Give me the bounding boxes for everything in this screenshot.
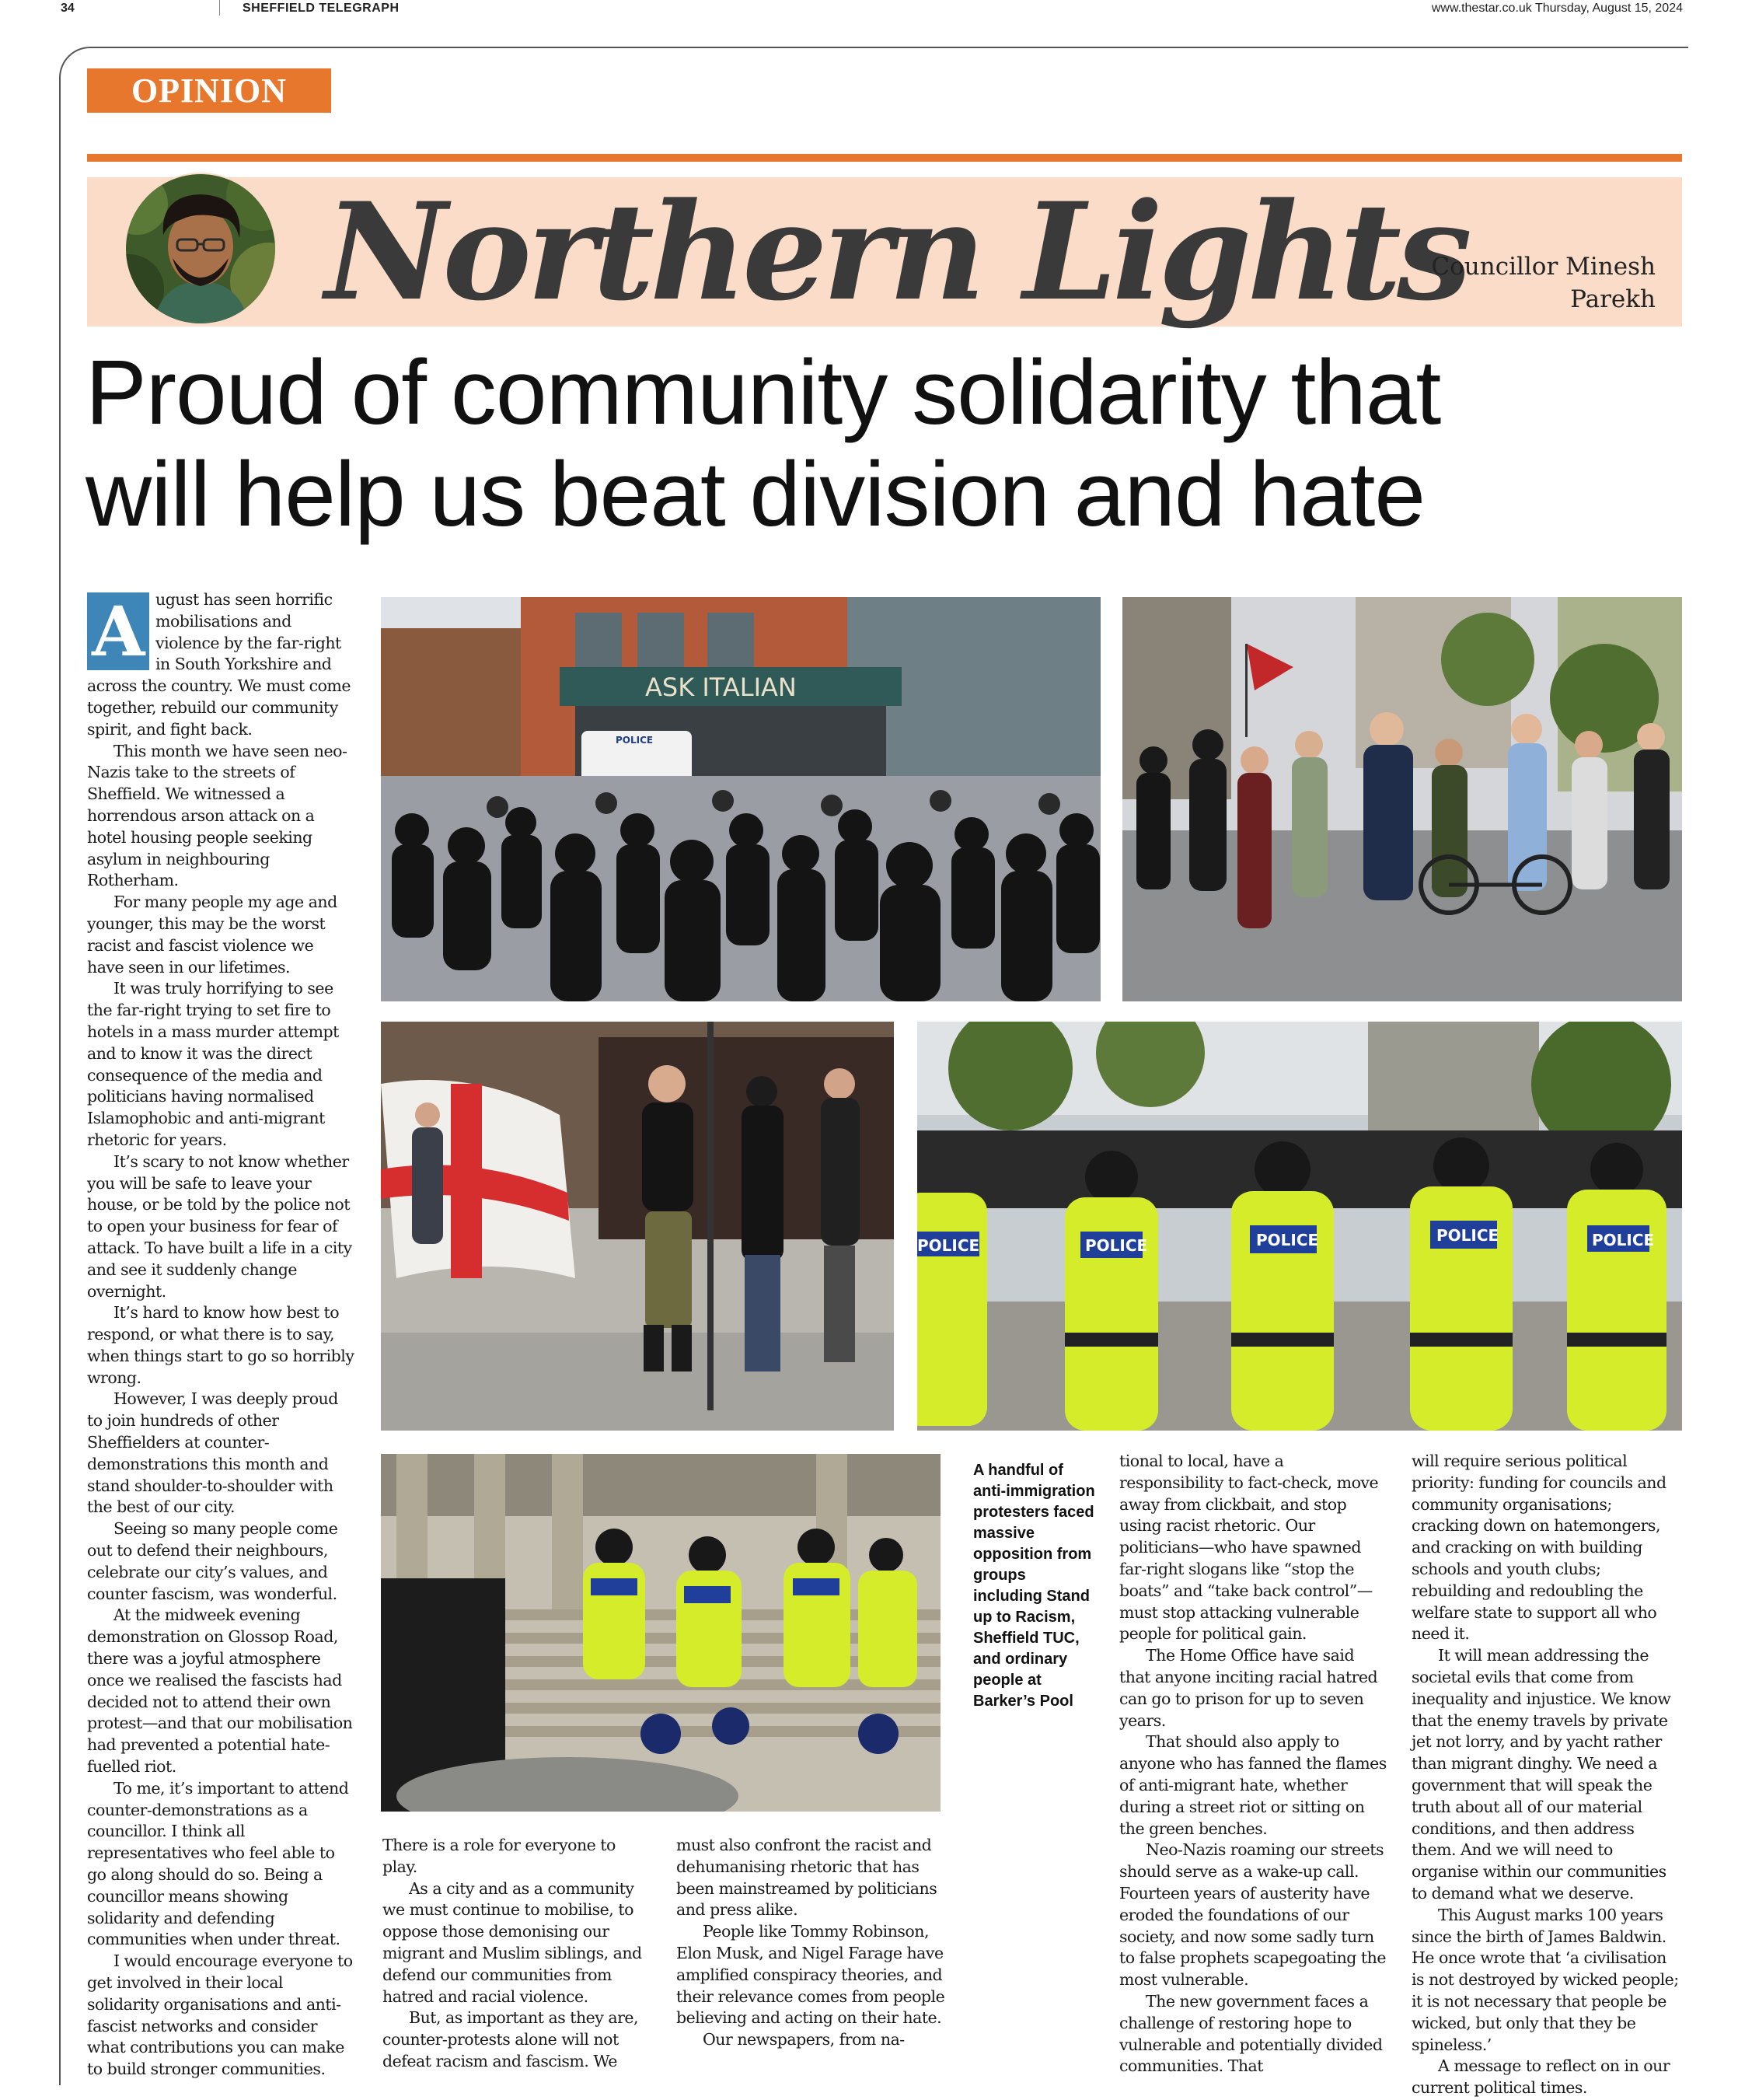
headline-line2: will help us beat division and hate — [86, 443, 1426, 546]
paragraph: As a city and as a community we must continue to mobilise, to oppose those demonising our migrant and Muslim siblings, and defend our communities from hatred and racial violence. — [382, 1878, 642, 2006]
photo-square-confrontation — [1122, 597, 1682, 1001]
paragraph: ugust has seen horrific mobilisations and violence by the far-right in South Yorkshire and across the country. We must come together, rebuild our community spirit, and fight back. — [87, 590, 351, 739]
paragraph: However, I was deeply proud to join hundreds of other Sheffielders at counter-demonstrations this month and stand shoulder-to-shoulder with the best of our city. — [87, 1389, 338, 1517]
folio-divider — [219, 0, 220, 16]
byline — [1384, 250, 1656, 316]
article-column-4 — [1119, 1451, 1388, 2077]
paragraph: The Home Office have said that anyone inciting racial hatred can go to prison for up to seven years. — [1119, 1646, 1378, 1730]
paragraph: Seeing so many people come out to defend their neighbours, celebrate our city’s values, and counter fascism, was wonderful. — [87, 1519, 338, 1603]
drop-cap: A — [87, 592, 149, 670]
paragraph: must also confront the racist and dehumanising rhetoric that has been mainstreamed by politicians and press alike. — [676, 1836, 937, 1920]
paragraph: But, as important as they are, counter-protests alone will not defeat racism and fascism. We — [382, 2008, 639, 2070]
paragraph: People like Tommy Robinson, Elon Musk, and Nigel Farage have amplified conspiracy theories, and their relevance comes from people believing and acting on their hate. — [676, 1922, 945, 2028]
vest-label: POLICE — [917, 1236, 980, 1255]
paragraph: I would encourage everyone to get involved in their local solidarity organisations and anti-fascist networks and consider what contributions you can make to build stronger communities. — [87, 1951, 353, 2079]
vest-label: POLICE — [1592, 1231, 1655, 1249]
paragraph: It will mean addressing the societal evils that come from inequality and injustice. We know that the enemy travels by private jet not lorry, and by yacht rather than migrant dinghy. We need a government that will speak the truth about all of our material conditions, and then address them. And we will need to organise within our communities to demand what we deserve. — [1412, 1646, 1671, 1903]
paragraph: A message to reflect on in our current political times. — [1412, 2056, 1670, 2098]
vest-label: POLICE — [1256, 1231, 1319, 1249]
paragraph: The new government faces a challenge of restoring hope to vulnerable and potentially divided communities. That — [1119, 1991, 1383, 2076]
article-column-1 — [87, 589, 354, 2081]
paragraph: Neo-Nazis roaming our streets should serve as a wake-up call. Fourteen years of austerity have eroded the foundations of our society, and now some sadly turn to false prophets scapegoating the most vulnerable. — [1119, 1840, 1387, 1990]
vest-label: POLICE — [1085, 1236, 1148, 1255]
paragraph: It’s scary to not know whether you will be safe to leave your house, or be told by the police not to open your business for fear of attack. To have built a life in a city and see it suddenly change overnight. — [87, 1151, 352, 1301]
headline-line1: Proud of community solidarity that — [86, 341, 1441, 444]
orange-rule — [87, 154, 1682, 162]
paragraph: That should also apply to anyone who has fanned the flames of anti-migrant hate, whether during a street riot or sitting on the green benches. — [1119, 1732, 1387, 1838]
vest-label: POLICE — [1436, 1226, 1499, 1245]
article-column-2 — [382, 1835, 654, 2073]
publication-name: SHEFFIELD TELEGRAPH — [243, 2, 400, 15]
paragraph: It’s hard to know how best to respond, or what there is to say, when things start to go so horribly wrong. — [87, 1303, 354, 1387]
site-and-date: www.thestar.co.uk Thursday, August 15, 2024 — [1431, 2, 1683, 15]
author-avatar — [106, 173, 298, 328]
paragraph: Our newspapers, from na- — [703, 2030, 905, 2049]
photo-crowd-street — [381, 597, 1101, 1001]
photo-caption: A handful of anti-immigration protesters faced massive opposition from groups including Stand up to Racism, Sheffield TUC, and ordinary people at Barker’s Pool — [973, 1462, 1095, 1710]
paragraph: It was truly horrifying to see the far-right trying to set fire to hotels in a mass murder attempt and to know it was the direct consequence of the media and politicians having normalised Islamophobic and anti-migrant rhetoric for years. — [87, 979, 339, 1149]
folio — [0, 0, 1745, 20]
photo-police-steps — [381, 1454, 941, 1812]
page-number: 34 — [61, 2, 75, 15]
paragraph: There is a role for everyone to play. — [382, 1836, 616, 1876]
paragraph: This August marks 100 years since the birth of James Baldwin. He once wrote that ‘a civilisation is not destroyed by wicked people; it is not necessary that people be wicked, but only that they be spineless.’ — [1412, 1905, 1679, 2054]
headline — [86, 342, 1702, 546]
van-label: POLICE — [616, 735, 654, 746]
restaurant-sign: ASK ITALIAN — [645, 673, 797, 702]
article-column-3 — [676, 1835, 948, 2051]
paragraph: will require serious political priority: funding for councils and community organisations; cracking down on hatemongers, and cracking on with building schools and youth clubs; rebuilding and redoubling the welfare state to support all who need it. — [1412, 1452, 1666, 1644]
paragraph: At the midweek evening demonstration on Glossop Road, there was a joyful atmosphere once we realised the fascists had decided not to attend their own protest—and that our mobilisation had prevented a potential hate-fuelled riot. — [87, 1606, 353, 1777]
paragraph: tional to local, have a responsibility to fact-check, move away from clickbait, and stop using racist rhetoric. Our politicians—who have spawned far-right slogans like “stop the boats” and “take back control”—must stop attacking vulnerable people for political gain. — [1119, 1452, 1379, 1644]
byline-line1: Councillor Minesh — [1431, 253, 1656, 281]
photo-flag-protester — [381, 1022, 894, 1431]
paragraph: This month we have seen neo-Nazis take to the streets of Sheffield. We witnessed a horrendous arson attack on a hotel housing people seeking asylum in neighbouring Rotherham. — [87, 741, 347, 890]
paragraph: For many people my age and younger, this may be the worst racist and fascist violence we have seen in our lifetimes. — [87, 893, 337, 977]
section-tag: OPINION — [87, 68, 331, 113]
article-column-5 — [1412, 1451, 1680, 2099]
byline-line2: Parekh — [1570, 285, 1656, 313]
photo-police-line — [917, 1022, 1682, 1431]
paragraph: To me, it’s important to attend counter-demonstrations as a councillor. I think all representatives who feel able to go along should do so. Being a councillor means showing solidarity and defending communities when under threat. — [87, 1778, 349, 1949]
column-name: Northern Lights — [325, 173, 1468, 330]
